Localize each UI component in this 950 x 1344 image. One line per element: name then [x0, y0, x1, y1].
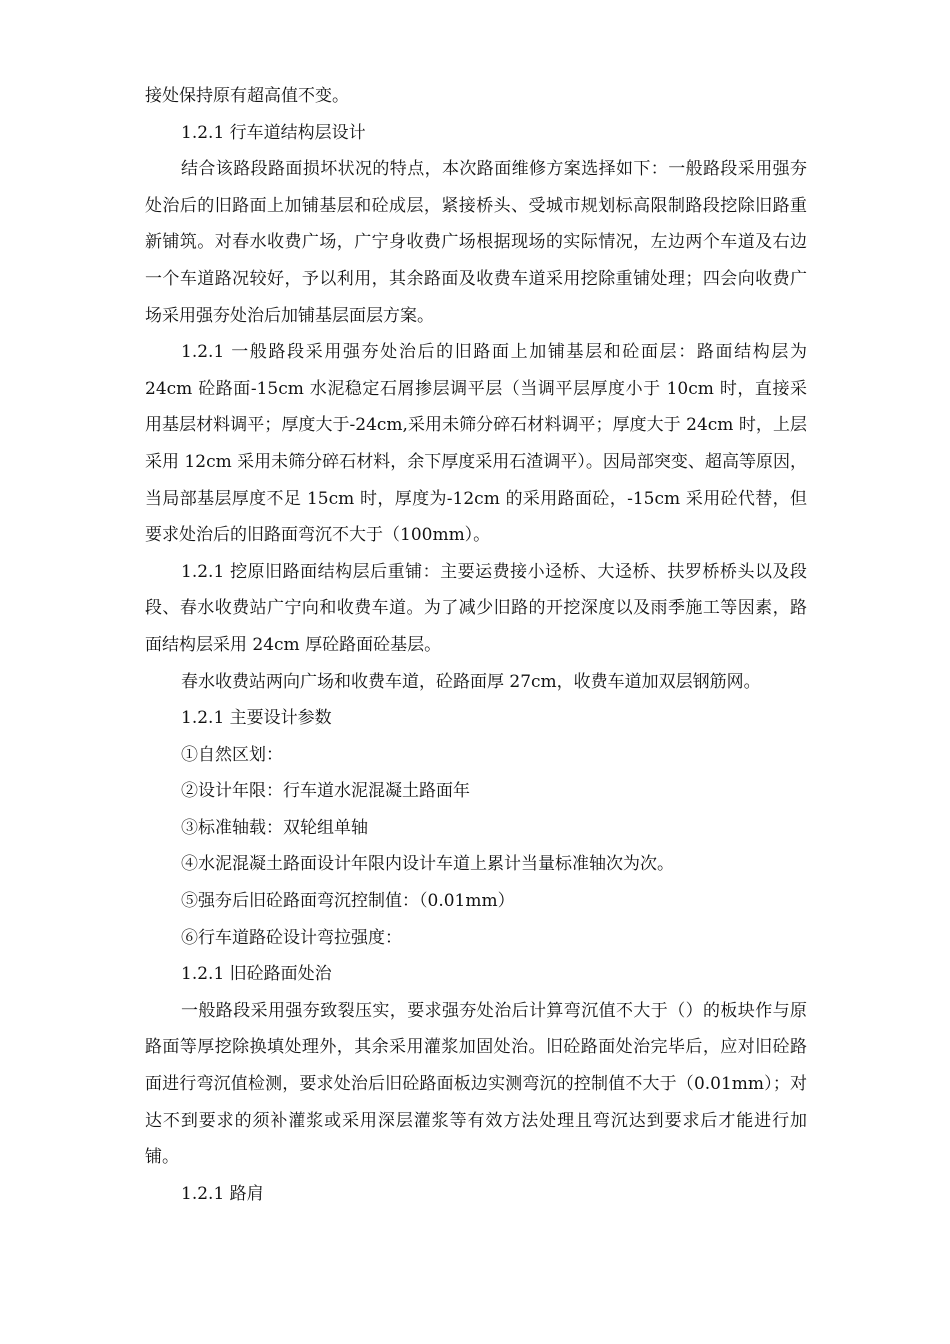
list-item-deflection-control: ⑤强夯后旧砼路面弯沉控制值：（0.01mm） [181, 891, 515, 912]
paragraph-maintenance-plan: 结合该路段路面损坏状况的特点，本次路面维修方案选择如下：一般路段采用强夯处治后的旧路面上加铺基层和砼成层，紧接桥头、受城市规划标高限制路段挖除旧路重新铺筑。对春水收费广场，广宁身收费广场根据现场的实际情况，左边两个车道及右边一个车道路况较好，予以利用，其余路面及收费车道采用挖除重铺处理；四会向收费广场采用强夯处治后加铺基层面层方案。 [145, 159, 807, 326]
paragraph-old-pavement-treatment: 一般路段采用强夯致裂压实，要求强夯处治后计算弯沉值不大于（）的板块作与原路面等厚挖除换填处理外，其余采用灌浆加固处治。旧砼路面处治完毕后，应对旧砼路面进行弯沉值检测，要求处治后旧砼路面板边实测弯沉的控制值不大于（0.01mm）；对达不到要求的须补灌浆或采用深层灌浆等有效方法处理且弯沉达到要求后才能进行加铺。 [145, 1000, 807, 1168]
list-item-flexural-strength: ⑥行车道路砼设计弯拉强度： [181, 927, 402, 948]
paragraph-general-section: 1.2.1 一般路段采用强夯处治后的旧路面上加铺基层和砼面层：路面结构层为 24cm 砼路面-15cm 水泥稳定石屑掺层调平层（当调平层厚度小于 10cm 时，直接采用基层材料调平；厚度大于-24cm,采用未筛分碎石材料调平；厚度大于 24cm 时，上层采用 12cm 采用未筛分碎石材料，余下厚度采用石渣调平）。因局部突变、超高等原因，当局部基层厚度不足 15cm 时，厚度为-12cm 的采用路面砼，-15cm 采用砼代替，但要求处治后的旧路面弯沉不大于（100mm）。 [145, 342, 808, 546]
document-body [145, 78, 807, 1212]
list-item-natural-zoning: ①自然区划： [181, 744, 283, 765]
section-heading-shoulder: 1.2.1 路肩 [181, 1183, 264, 1204]
list-item-design-period: ②设计年限：行车道水泥混凝土路面年 [181, 781, 470, 802]
section-heading-old-pavement-treatment: 1.2.1 旧砼路面处治 [181, 964, 332, 985]
list-item-cumulative-axle: ④水泥混凝土路面设计年限内设计车道上累计当量标准轴次为次。 [181, 854, 674, 875]
paragraph-continuation: 接处保持原有超高值不变。 [145, 86, 349, 106]
paragraph-toll-plaza: 春水收费站两向广场和收费车道，砼路面厚 27cm，收费车道加双层钢筋网。 [181, 671, 761, 692]
list-item-standard-axle-load: ③标准轴载：双轮组单轴 [181, 817, 368, 838]
section-heading-design-parameters: 1.2.1 主要设计参数 [181, 708, 332, 729]
section-heading-lane-structure: 1.2.1 行车道结构层设计 [181, 122, 366, 143]
paragraph-excavation-repave: 1.2.1 挖原旧路面结构层后重铺：主要运费接小迳桥、大迳桥、扶罗桥桥头以及段段、春水收费站广宁向和收费车道。为了减少旧路的开挖深度以及雨季施工等因素，路面结构层采用 24cm 厚砼路面砼基层。 [145, 561, 807, 655]
